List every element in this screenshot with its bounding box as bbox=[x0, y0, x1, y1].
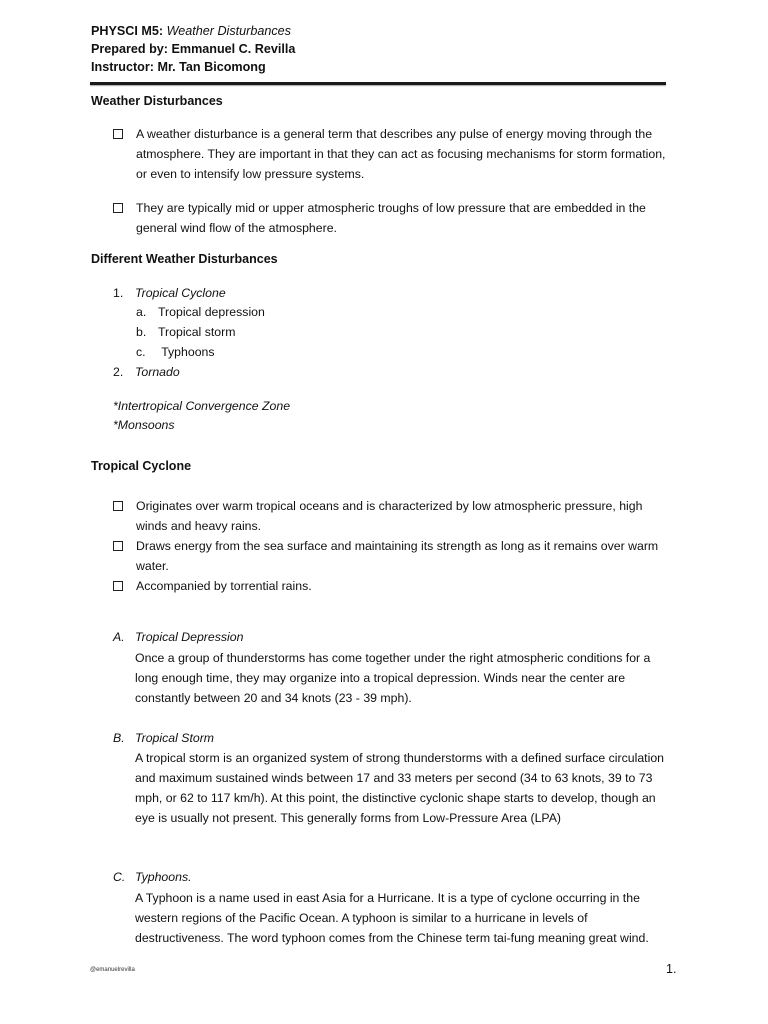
course-line bbox=[91, 22, 295, 40]
checkbox-bullet-icon bbox=[113, 203, 123, 213]
header-divider bbox=[90, 82, 666, 85]
subsection-letter: C. bbox=[113, 870, 126, 884]
course-topic: Weather Disturbances bbox=[166, 24, 291, 38]
checkbox-bullet-icon bbox=[113, 581, 123, 591]
bullet-text: Originates over warm tropical oceans and is characterized by low atmospheric pressure, high winds and heavy rains. bbox=[136, 499, 643, 533]
bullet-text: They are typically mid or upper atmospheric troughs of low pressure that are embedded in the general wind flow of the atmosphere. bbox=[136, 201, 646, 235]
note-monsoons: *Monsoons bbox=[113, 418, 175, 432]
list-label: Tropical Cyclone bbox=[135, 286, 226, 300]
subsection-letter: A. bbox=[113, 630, 125, 644]
page-number: 1. bbox=[666, 962, 677, 976]
list-number: 1. bbox=[113, 286, 124, 300]
course-code: PHYSCI M5: bbox=[91, 24, 164, 38]
list-label: Tornado bbox=[135, 365, 180, 379]
footer-handle: @emanuelrevilla bbox=[90, 967, 135, 973]
section-heading-different-weather-disturbances: Different Weather Disturbances bbox=[91, 252, 278, 266]
sub-list-label: Typhoons bbox=[158, 345, 215, 359]
bullet-text: A weather disturbance is a general term that describes any pulse of energy moving through the atmosphere. They are important in that they can act as focusing mechanisms for storm formation, or even to intensify low pressure systems. bbox=[136, 127, 666, 181]
prepared-by: Prepared by: Emmanuel C. Revilla bbox=[91, 42, 296, 56]
sub-list-label: Tropical depression bbox=[158, 305, 265, 319]
bullet-text: Accompanied by torrential rains. bbox=[136, 579, 312, 593]
subsection-paragraph: A Typhoon is a name used in east Asia for a Hurricane. It is a type of cyclone occurring in the western regions of the Pacific Ocean. A typhoon is similar to a hurricane in levels of destructiveness. The word typhoon comes from the Chinese term tai-fung meaning great wind. bbox=[135, 891, 649, 945]
checkbox-bullet-icon bbox=[113, 541, 123, 551]
sub-list-label: Tropical storm bbox=[158, 325, 236, 339]
checkbox-bullet-icon bbox=[113, 501, 123, 511]
sub-list-letter: b. bbox=[136, 325, 147, 339]
section-heading-tropical-cyclone: Tropical Cyclone bbox=[91, 459, 192, 473]
document-header bbox=[91, 22, 295, 76]
checkbox-bullet-icon bbox=[113, 129, 123, 139]
sub-list-letter: a. bbox=[136, 305, 147, 319]
list-number: 2. bbox=[113, 365, 124, 379]
subsection-name: Tropical Storm bbox=[135, 731, 215, 745]
sub-list-letter: c. bbox=[136, 345, 146, 359]
instructor: Instructor: Mr. Tan Bicomong bbox=[91, 60, 266, 74]
note-itcz: *Intertropical Convergence Zone bbox=[113, 399, 291, 413]
subsection-paragraph: Once a group of thunderstorms has come together under the right atmospheric conditions for a long enough time, they may organize into a tropical depression. Winds near the center are constantly between 20 and 34 knots (23 - 39 mph). bbox=[135, 651, 651, 705]
subsection-letter: B. bbox=[113, 731, 125, 745]
subsection-name: Tropical Depression bbox=[135, 630, 244, 644]
bullet-text: Draws energy from the sea surface and maintaining its strength as long as it remains over warm water. bbox=[136, 539, 659, 573]
section-heading-weather-disturbances: Weather Disturbances bbox=[91, 94, 223, 108]
subsection-paragraph: A tropical storm is an organized system of strong thunderstorms with a defined surface circulation and maximum sustained winds between 17 and 33 meters per second (34 to 63 knots, 39 to 73 mph, or 62 to 117 km/h). At this point, the distinctive cyclonic shape starts to develop, though an eye is usually not present. This generally forms from Low-Pressure Area (LPA) bbox=[135, 751, 665, 825]
subsection-name: Typhoons. bbox=[135, 870, 192, 884]
